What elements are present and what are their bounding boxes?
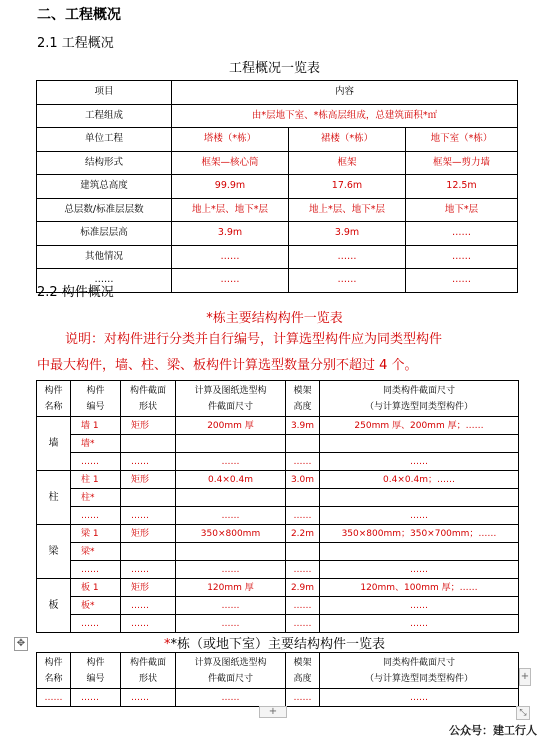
- table-cell: ……: [320, 689, 519, 707]
- header-cell: 构件截面 形状: [121, 653, 176, 689]
- table-cell: 地上*层、地下*层: [172, 198, 289, 222]
- component-table-2: [36, 652, 519, 707]
- table-cell: 0.4×0.4m: [176, 471, 286, 489]
- group-name: 梁: [37, 525, 71, 579]
- table-cell: ……: [286, 615, 320, 633]
- table-cell: ……: [320, 615, 519, 633]
- table3-caption: **栋（或地下室）主要结构构件一览表: [163, 637, 385, 652]
- table3-caption-text: *栋（或地下室）主要结构构件一览表: [170, 637, 385, 652]
- group-name: 墙: [37, 417, 71, 471]
- add-column-button[interactable]: +: [519, 668, 531, 686]
- table-row: [37, 245, 518, 269]
- header-cell: 构件 编号: [71, 653, 121, 689]
- table-cell: 墙*: [71, 435, 121, 453]
- table-cell: ……: [172, 269, 289, 293]
- table-cell: 350×800mm: [176, 525, 286, 543]
- header-cell: 同类构件截面尺寸 （与计算选型同类型构件）: [320, 653, 519, 689]
- table-cell: 框架—核心筒: [172, 151, 289, 175]
- table-cell: ……: [406, 222, 518, 246]
- table-cell: 柱*: [71, 489, 121, 507]
- table-cell: ……: [320, 453, 519, 471]
- table-cell: [121, 435, 176, 453]
- table-cell: 地下室（*栋）: [406, 128, 518, 152]
- row-label: 结构形式: [37, 151, 172, 175]
- header-cell: 模架 高度: [286, 381, 320, 417]
- header-cell: 构件截面 形状: [121, 381, 176, 417]
- table-cell: [320, 489, 519, 507]
- table-cell: 250mm 厚、200mm 厚；……: [320, 417, 519, 435]
- table-row: [37, 453, 519, 471]
- table-cell: 3.0m: [286, 471, 320, 489]
- table-cell: 200mm 厚: [176, 417, 286, 435]
- section-title: 二、工程概况: [37, 7, 121, 23]
- add-row-button[interactable]: +: [259, 706, 287, 718]
- table-cell: ……: [121, 689, 176, 707]
- table-cell: 地上*层、地下*层: [289, 198, 406, 222]
- header-cell: 内容: [172, 81, 518, 105]
- table-cell: [286, 435, 320, 453]
- table-row: [37, 104, 518, 128]
- row-label: 总层数/标准层层数: [37, 198, 172, 222]
- table-cell: [121, 489, 176, 507]
- table-cell: ……: [320, 597, 519, 615]
- table-cell: 3.9m: [286, 417, 320, 435]
- table-row: [37, 435, 519, 453]
- group-name: 柱: [37, 471, 71, 525]
- header-cell: 计算及图纸选型构 件截面尺寸: [176, 381, 286, 417]
- table-cell: ……: [286, 689, 320, 707]
- header-cell: 构件 名称: [37, 381, 71, 417]
- table-cell: ……: [172, 245, 289, 269]
- row-label: ……: [37, 269, 172, 293]
- table-row: [37, 175, 518, 199]
- table-cell: ……: [71, 507, 121, 525]
- table-cell: [176, 543, 286, 561]
- row-label: 单位工程: [37, 128, 172, 152]
- table-cell: 矩形: [121, 525, 176, 543]
- row-label: 工程组成: [37, 104, 172, 128]
- table-row: [37, 653, 519, 689]
- table-row: [37, 561, 519, 579]
- table-cell: 框架—剪力墙: [406, 151, 518, 175]
- note-line: 说明：对构件进行分类并自行编号，计算选型构件应为同类型构件: [65, 332, 443, 347]
- subsection-title-overview: 2.1 工程概况: [37, 36, 114, 51]
- table-cell: ……: [121, 453, 176, 471]
- table-cell: ……: [37, 689, 71, 707]
- table-row: [37, 525, 519, 543]
- table-cell: 矩形: [121, 417, 176, 435]
- table-cell: ……: [286, 597, 320, 615]
- table-cell: ……: [286, 507, 320, 525]
- table-row: [37, 489, 519, 507]
- table2-caption: *栋主要结构构件一览表: [206, 311, 343, 326]
- header-cell: 构件 名称: [37, 653, 71, 689]
- table-cell: ……: [320, 561, 519, 579]
- table-cell: ……: [176, 453, 286, 471]
- table-cell: 板 1: [71, 579, 121, 597]
- table-cell: [286, 543, 320, 561]
- table-cell: [121, 543, 176, 561]
- table-cell: 3.9m: [289, 222, 406, 246]
- table-cell: 2.9m: [286, 579, 320, 597]
- header-cell: 同类构件截面尺寸 （与计算选型同类型构件）: [320, 381, 519, 417]
- table-cell: 矩形: [121, 471, 176, 489]
- table-cell: ……: [121, 615, 176, 633]
- table-cell: ……: [176, 561, 286, 579]
- table-row: [37, 543, 519, 561]
- table-cell: ……: [406, 245, 518, 269]
- group-name: 板: [37, 579, 71, 633]
- table-cell: ……: [121, 597, 176, 615]
- table-cell: ……: [71, 689, 121, 707]
- table-cell: 2.2m: [286, 525, 320, 543]
- table-move-handle-icon[interactable]: ✥: [14, 637, 28, 651]
- component-table: [36, 380, 519, 633]
- table-cell: 柱 1: [71, 471, 121, 489]
- table-cell: ……: [286, 561, 320, 579]
- table-cell: ……: [320, 507, 519, 525]
- header-cell: 构件 编号: [71, 381, 121, 417]
- table-cell: 塔楼（*栋）: [172, 128, 289, 152]
- table-cell: 120mm 厚: [176, 579, 286, 597]
- table-row: [37, 471, 519, 489]
- table-cell: ……: [71, 453, 121, 471]
- watermark: 公众号：建工行人: [449, 724, 537, 737]
- table-cell: ……: [176, 689, 286, 707]
- table-row: [37, 128, 518, 152]
- table-cell: [176, 435, 286, 453]
- table2-note: [37, 327, 517, 379]
- table-cell: ……: [176, 507, 286, 525]
- table-resize-icon[interactable]: ⤡: [516, 706, 530, 720]
- row-label: 其他情况: [37, 245, 172, 269]
- table-row: [37, 198, 518, 222]
- table-row: [37, 151, 518, 175]
- table-cell: 12.5m: [406, 175, 518, 199]
- table-cell: ……: [286, 453, 320, 471]
- table-cell: 由*层地下室、*栋高层组成，总建筑面积*㎡: [172, 104, 518, 128]
- table-cell: 梁 1: [71, 525, 121, 543]
- table-row: [37, 597, 519, 615]
- table1-caption: 工程概况一览表: [228, 61, 320, 76]
- table-row: [37, 507, 519, 525]
- table-cell: 裙楼（*栋）: [289, 128, 406, 152]
- row-label: 建筑总高度: [37, 175, 172, 199]
- table-cell: 框架: [289, 151, 406, 175]
- table-row: [37, 579, 519, 597]
- table-cell: 350×800mm；350×700mm；……: [320, 525, 519, 543]
- table-cell: 17.6m: [289, 175, 406, 199]
- table-row: [37, 381, 519, 417]
- table-cell: ……: [176, 615, 286, 633]
- table-cell: ……: [176, 597, 286, 615]
- table-row: [37, 81, 518, 105]
- table-cell: ……: [289, 269, 406, 293]
- table-cell: 120mm、100mm 厚；……: [320, 579, 519, 597]
- project-overview-table: [36, 80, 518, 293]
- table-cell: 地下*层: [406, 198, 518, 222]
- header-cell: 模架 高度: [286, 653, 320, 689]
- table-cell: 梁*: [71, 543, 121, 561]
- note-line: 中最大构件，墙、柱、梁、板构件计算选型数量分别不超过 4 个。: [37, 358, 418, 373]
- header-cell: 项目: [37, 81, 172, 105]
- row-label: 标准层层高: [37, 222, 172, 246]
- table-cell: ……: [71, 561, 121, 579]
- table-cell: 墙 1: [71, 417, 121, 435]
- header-cell: 计算及图纸选型构 件截面尺寸: [176, 653, 286, 689]
- table-cell: 3.9m: [172, 222, 289, 246]
- table-cell: 99.9m: [172, 175, 289, 199]
- table-cell: ……: [121, 507, 176, 525]
- table-cell: [320, 435, 519, 453]
- table-cell: [176, 489, 286, 507]
- table-row: [37, 222, 518, 246]
- table-row: [37, 417, 519, 435]
- table-cell: ……: [121, 561, 176, 579]
- table-cell: ……: [71, 615, 121, 633]
- table-cell: 0.4×0.4m；……: [320, 471, 519, 489]
- table-cell: [286, 489, 320, 507]
- table-row: [37, 689, 519, 707]
- table-row: [37, 615, 519, 633]
- table-cell: 板*: [71, 597, 121, 615]
- table-cell: ……: [406, 269, 518, 293]
- table-cell: 矩形: [121, 579, 176, 597]
- subsection-title-components: 2.2 构件概况: [37, 285, 114, 300]
- table-cell: [320, 543, 519, 561]
- table-cell: ……: [289, 245, 406, 269]
